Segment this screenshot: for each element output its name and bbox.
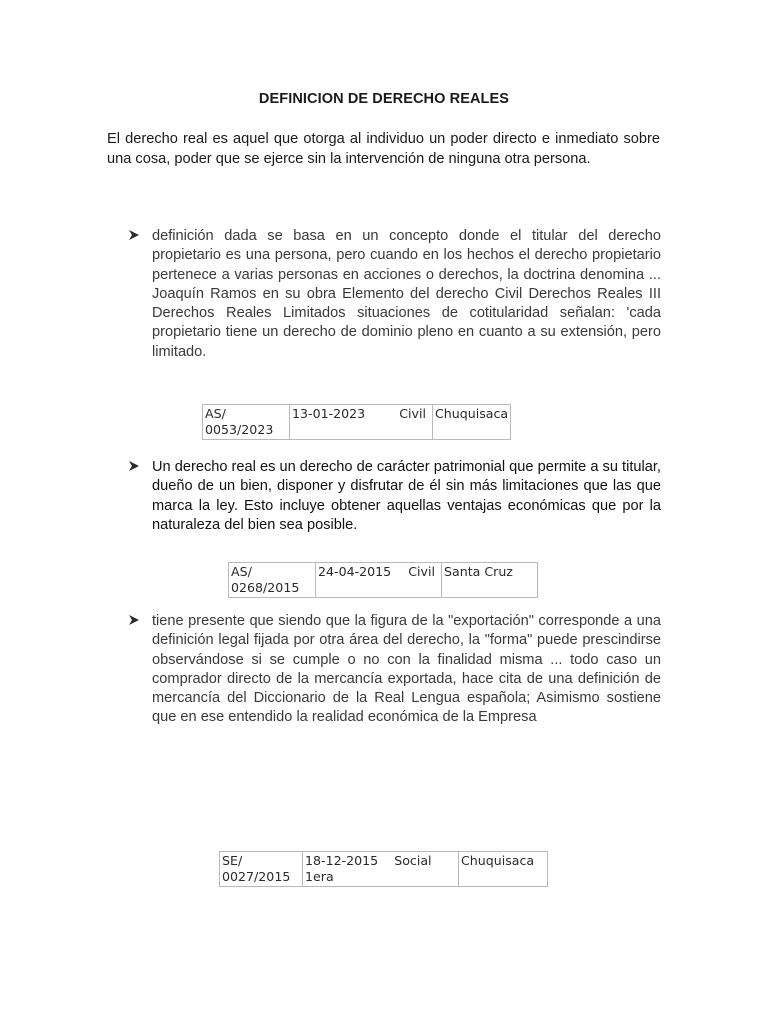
intro-paragraph: El derecho real es aquel que otorga al individuo un poder directo e inmediato sobre una cosa, poder que se ejerce sin la intervención de ninguna otra persona. xyxy=(107,131,660,167)
reference-date: 18-12-2015 xyxy=(305,853,379,868)
reference-id: SE/ 0027/2015 xyxy=(220,852,303,887)
reference-table-3 xyxy=(219,851,548,887)
arrow-bullet-icon xyxy=(128,229,144,245)
reference-date: 24-04-2015 xyxy=(318,564,392,579)
section-3-text: tiene presente que siendo que la figura de la "exportación" corresponde a una definición legal fijada por otra área del derecho, la "forma" puede prescindirse observándose si se cumple o no con la finalidad misma ... todo caso un comprador directo de la mercancía exportada, hace cita de una definición de mercancía del Diccionario de la Real Lengua española; Asimismo sostiene que en ese entendido la realidad económica de la Empresa xyxy=(152,613,661,726)
section-2-text: Un derecho real es un derecho de carácter patrimonial que permite a su titular, dueño de un bien, disponer y disfrutar de él sin más limitaciones que las que marca la ley. Esto incluye obtener aquellas ventajas económicas que por la naturaleza del bien sea posible. xyxy=(152,459,661,533)
reference-date: 13-01-2023 xyxy=(292,406,366,421)
reference-table-1 xyxy=(202,404,511,440)
reference-date-type xyxy=(303,852,459,887)
reference-type: Social 1era xyxy=(305,853,432,884)
arrow-bullet-icon xyxy=(128,614,144,630)
reference-city: Santa Cruz xyxy=(442,563,538,598)
reference-type: Civil xyxy=(399,406,426,421)
reference-type: Civil xyxy=(408,564,435,579)
reference-city: Chuquisaca xyxy=(433,405,511,440)
section-1-text: definición dada se basa en un concepto donde el titular del derecho propietario es una persona, pero cuando en los hechos el derecho propietario pertenece a varias personas en acciones o derechos, la doctrina denomina ... Joaquín Ramos en su obra Elemento del derecho Civil Derechos Reales III Derechos Reales Limitados situaciones de cotitularidad señalan: 'cada propietario tiene un derecho de dominio pleno en cuanto a su extensión, pero limitado. xyxy=(152,228,661,360)
reference-table-2 xyxy=(228,562,538,598)
reference-id: AS/ 0268/2015 xyxy=(229,563,316,598)
document-title: DEFINICION DE DERECHO REALES xyxy=(258,91,510,107)
reference-id: AS/ 0053/2023 xyxy=(203,405,290,440)
reference-city: Chuquisaca xyxy=(459,852,548,887)
arrow-bullet-icon xyxy=(128,460,144,476)
reference-date-type xyxy=(290,405,433,440)
reference-date-type xyxy=(316,563,442,598)
